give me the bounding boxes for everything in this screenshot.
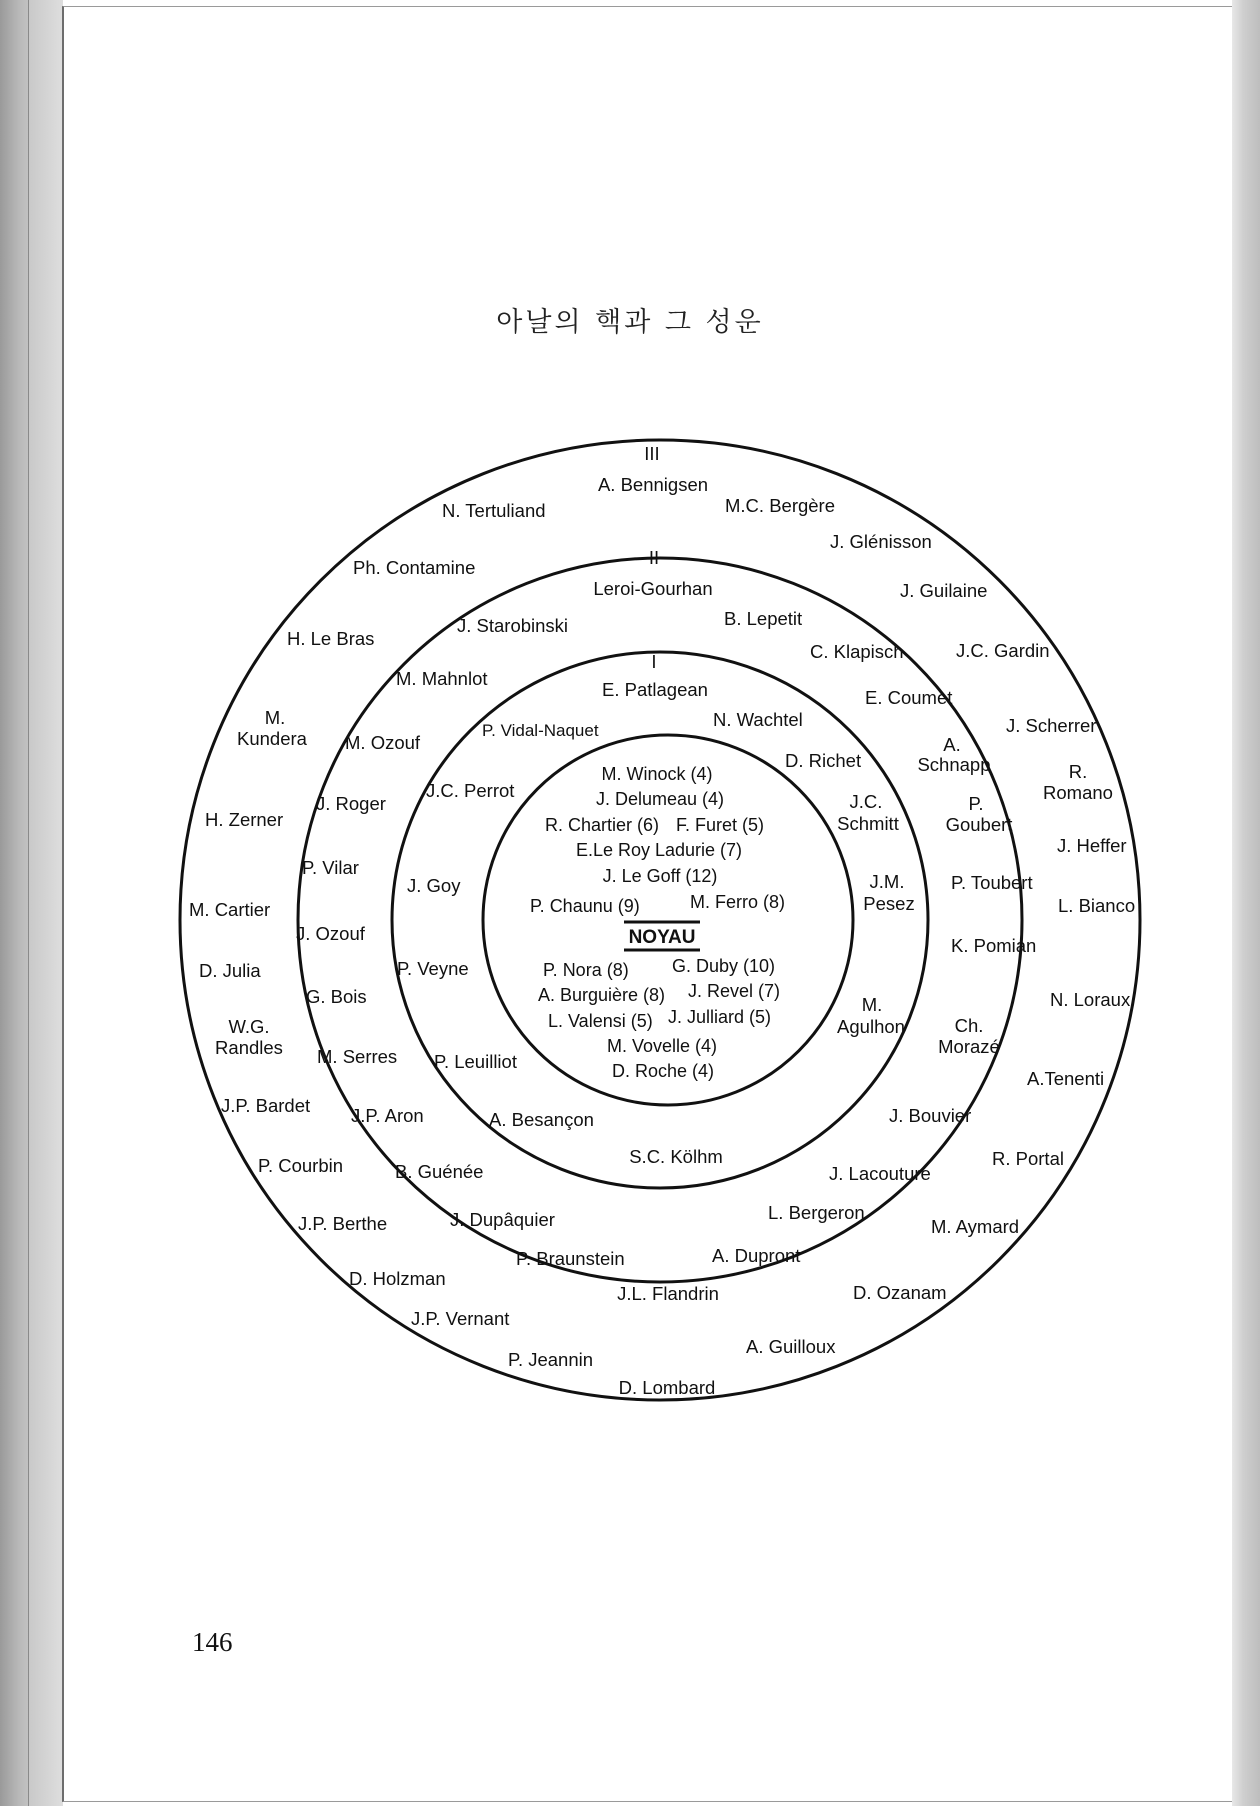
ring-i-name: P. Leuilliot (434, 1051, 517, 1072)
ring-ii-name: A. (943, 734, 961, 755)
ring-i-name: N. Wachtel (713, 709, 803, 730)
ring-iii-name: Romano (1043, 782, 1113, 803)
core-name: P. Chaunu (9) (530, 896, 640, 916)
ring-iii-name: R. Portal (992, 1148, 1064, 1169)
core-name: M. Ferro (8) (690, 892, 786, 912)
ring-iii-name: J.P. Vernant (411, 1308, 510, 1329)
ring-ii-name: Schnapp (917, 754, 991, 775)
ring-iii-name: N. Tertuliand (442, 500, 546, 521)
ring-ii-name: G. Bois (306, 986, 367, 1007)
ring-ii-name: Ch. (954, 1015, 984, 1036)
page-title: 아날의 핵과 그 성운 (496, 307, 764, 338)
ring-ii-name: B. Lepetit (724, 608, 803, 629)
ring-ii-name: M. Serres (317, 1046, 398, 1067)
ring-i-name: Pesez (863, 893, 915, 914)
ring-iii-name: H. Zerner (205, 809, 284, 830)
ring-ii-name: J. Roger (316, 793, 386, 814)
ring-ii-name: M. Mahnlot (396, 668, 488, 689)
ring-ii-name: A. Dupront (712, 1245, 801, 1266)
ring-iii-name: A. Guilloux (746, 1336, 836, 1357)
ring-iii-name: M. Cartier (189, 899, 271, 920)
ring-ii-name: J. Dupâquier (450, 1209, 555, 1230)
ring-ii-name: K. Pomian (951, 935, 1037, 956)
ring-i-name: D. Richet (785, 750, 862, 771)
ring-i (392, 652, 928, 1188)
ring-iii-name: P. Jeannin (508, 1349, 594, 1370)
ring-ii-name: J. Ozouf (296, 923, 365, 944)
ring-i-name: J.M. (869, 871, 905, 892)
ring-label-i: I (651, 651, 657, 672)
ring-i-name: J.C. (849, 791, 883, 812)
core-name: R. Chartier (6) (545, 815, 660, 835)
core-name: J. Le Goff (12) (602, 866, 718, 886)
ring-ii-name: J.L. Flandrin (617, 1283, 719, 1304)
ring-i-name: E. Patlagean (602, 679, 708, 700)
ring-iii-name: N. Loraux (1050, 989, 1131, 1010)
ring-ii-name: J. Lacouture (829, 1163, 931, 1184)
ring-iii-name: A. Bennigsen (597, 474, 709, 495)
core-name: A. Burguière (8) (538, 985, 666, 1005)
ring-ii-name: Goubert (945, 814, 1013, 835)
ring-iii-name: M. Aymard (931, 1216, 1020, 1237)
ring-iii-name: Randles (215, 1037, 283, 1058)
ring-iii-name: M. (264, 707, 286, 728)
core-name: M. Vovelle (4) (606, 1036, 718, 1056)
ring-i-name: A. Besançon (489, 1109, 594, 1130)
ring-iii-name: J.P. Bardet (221, 1095, 311, 1116)
ring-ii-name: L. Bergeron (768, 1202, 865, 1223)
ring-iii-name: J. Glénisson (830, 531, 932, 552)
ring-i-name: P. Vidal-Naquet (482, 721, 599, 740)
ring-iii-name: D. Lombard (618, 1377, 716, 1398)
ring-ii-name: C. Klapisch (810, 641, 904, 662)
ring-i-name: S.C. Kölhm (629, 1146, 723, 1167)
ring-iii-name: D. Ozanam (853, 1282, 947, 1303)
ring-iii-name: P. Courbin (258, 1155, 344, 1176)
ring-iii-name: D. Julia (199, 960, 261, 981)
ring-label-iii: III (644, 443, 660, 464)
ring-i-name: P. Veyne (397, 958, 469, 979)
ring-iii-name: W.G. (228, 1016, 270, 1037)
ring-ii-name: J. Bouvier (889, 1105, 972, 1126)
core-group (530, 764, 785, 1081)
ring-iii-name: M.C. Bergère (725, 495, 836, 516)
core-name: P. Nora (8) (543, 960, 629, 980)
core-name: G. Duby (10) (672, 956, 776, 976)
ring-ii-name: Leroi-Gourhan (593, 578, 713, 599)
ring-iii-name: J. Heffer (1057, 835, 1127, 856)
ring-ii-name: P. Toubert (951, 872, 1033, 893)
ring-ii-name: J.P. Aron (351, 1105, 424, 1126)
core-name: J. Revel (7) (688, 981, 781, 1001)
ring-ii-name: M. Ozouf (345, 732, 421, 753)
core-name: J. Julliard (5) (668, 1007, 772, 1027)
page-number: 146 (192, 1627, 233, 1657)
noyau-label: NOYAU (628, 927, 696, 948)
ring-iii-name: A.Tenenti (1027, 1068, 1105, 1089)
ring-ii-name: Morazé (938, 1036, 1000, 1057)
core-name: E.Le Roy Ladurie (7) (575, 840, 743, 860)
ring-ii-name: E. Coumet (865, 687, 953, 708)
core-name: J. Delumeau (4) (595, 789, 725, 809)
ring-iii-name: Ph. Contamine (353, 557, 476, 578)
ring-iii-name: J.C. Gardin (956, 640, 1050, 661)
ring-label-ii: II (648, 547, 660, 568)
ring-iii-name: L. Bianco (1058, 895, 1136, 916)
core-name: L. Valensi (5) (548, 1011, 653, 1031)
ring-i-name: Agulhon (837, 1016, 905, 1037)
ring-ii-name: B. Guénée (395, 1161, 484, 1182)
ring-iii-name: J. Scherrer (1006, 715, 1097, 736)
ring-i-name: J. Goy (407, 875, 461, 896)
ring-iii-name: H. Le Bras (287, 628, 375, 649)
ring-iii-name: Kundera (237, 728, 307, 749)
core-name: F. Furet (5) (676, 815, 765, 835)
core-name: M. Winock (4) (601, 764, 713, 784)
ring-iii-name: J.P. Berthe (298, 1213, 388, 1234)
ring-iii-name: R. (1068, 761, 1088, 782)
ring-i-name: M. (861, 994, 883, 1015)
ring-i-name: J.C. Perrot (426, 780, 515, 801)
core-name: D. Roche (4) (611, 1061, 715, 1081)
ring-iii-name: J. Guilaine (900, 580, 988, 601)
ring-ii-name: P. (968, 793, 984, 814)
ring-i-name: Schmitt (837, 813, 899, 834)
ring-ii-name: P. Vilar (302, 857, 359, 878)
ring-ii-name: J. Starobinski (457, 615, 569, 636)
ring-ii-name: P. Braunstein (516, 1248, 625, 1269)
ring-iii-name: D. Holzman (349, 1268, 446, 1289)
